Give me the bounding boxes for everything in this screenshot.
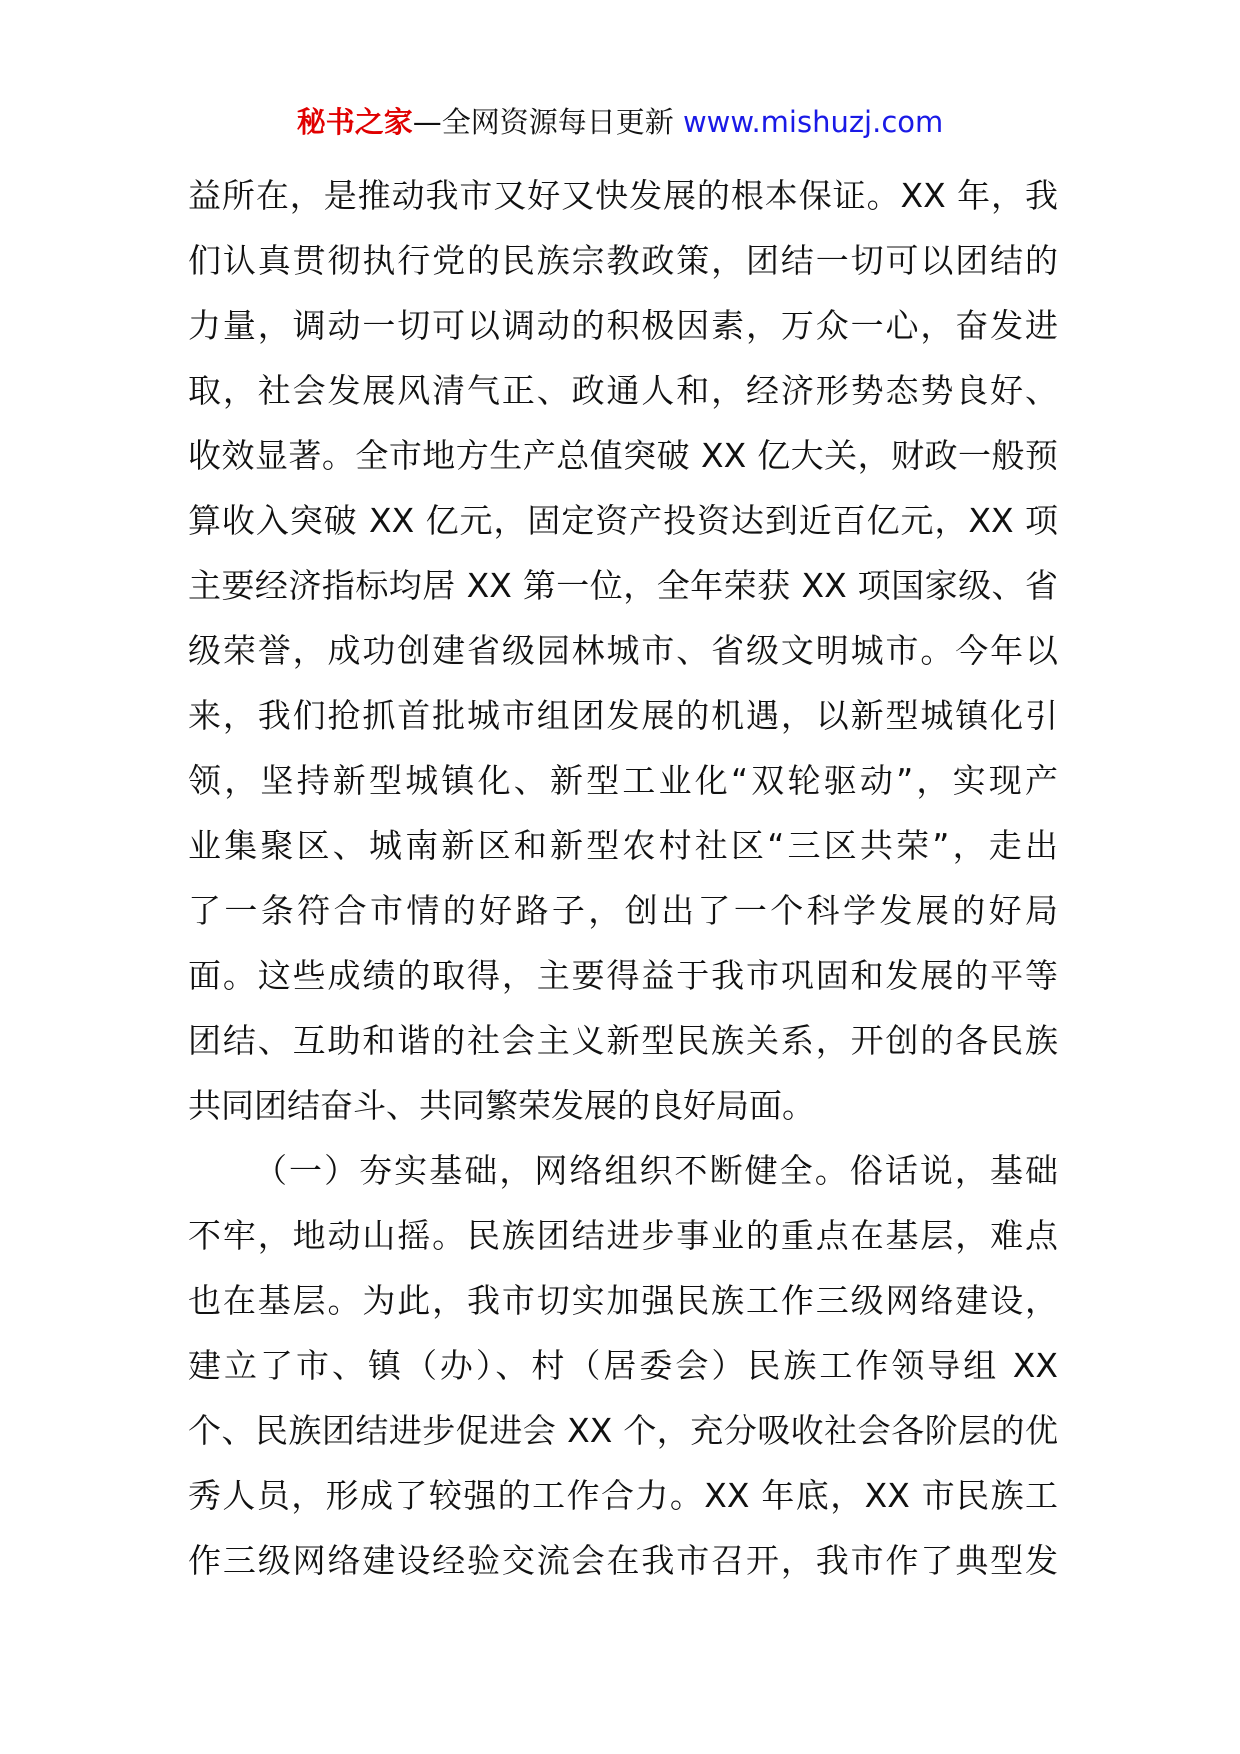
text-line: 秀人员，形成了较强的工作合力。XX 年底，XX 市民族工 — [188, 1476, 1058, 1515]
page-header — [0, 102, 1240, 142]
text-line: 建立了市、镇（办）、村（居委会）民族工作领导组 XX — [188, 1346, 1058, 1385]
header-tagline: —全网资源每日更新 — [412, 105, 674, 139]
text-line: 领，坚持新型城镇化、新型工业化“双轮驱动”，实现产 — [188, 761, 1058, 800]
text-line: 收效显著。全市地方生产总值突破 XX 亿大关，财政一般预 — [188, 436, 1058, 475]
text-line: 个、民族团结进步促进会 XX 个，充分吸收社会各阶层的优 — [188, 1411, 1058, 1450]
text-line: 面。这些成绩的取得，主要得益于我市巩固和发展的平等 — [188, 956, 1058, 995]
paragraph-1 — [188, 163, 1058, 1138]
text-line: 来，我们抢抓首批城市组团发展的机遇，以新型城镇化引 — [188, 696, 1058, 735]
document-body — [188, 163, 1058, 1593]
text-line: 业集聚区、城南新区和新型农村社区“三区共荣”，走出 — [188, 826, 1058, 865]
text-line: 不牢，地动山摇。民族团结进步事业的重点在基层，难点 — [188, 1216, 1058, 1255]
text-line: 作三级网络建设经验交流会在我市召开，我市作了典型发 — [188, 1541, 1058, 1580]
text-line: 益所在，是推动我市又好又快发展的根本保证。XX 年，我 — [188, 176, 1058, 215]
text-line: 级荣誉，成功创建省级园林城市、省级文明城市。今年以 — [188, 631, 1058, 670]
text-line: 共同团结奋斗、共同繁荣发展的良好局面。 — [188, 1086, 815, 1125]
paragraph-2 — [188, 1138, 1058, 1593]
text-line: 主要经济指标均居 XX 第一位，全年荣获 XX 项国家级、省 — [188, 566, 1058, 605]
text-line: 取，社会发展风清气正、政通人和，经济形势态势良好、 — [188, 371, 1058, 410]
text-line: （一）夯实基础，网络组织不断健全。俗话说，基础 — [254, 1151, 1058, 1190]
text-line: 算收入突破 XX 亿元，固定资产投资达到近百亿元，XX 项 — [188, 501, 1058, 540]
header-site-link[interactable]: www.mishuzj.com — [682, 105, 944, 139]
text-line: 力量，调动一切可以调动的积极因素，万众一心，奋发进 — [188, 306, 1058, 345]
text-line: 也在基层。为此，我市切实加强民族工作三级网络建设， — [188, 1281, 1058, 1320]
text-line: 们认真贯彻执行党的民族宗教政策，团结一切可以团结的 — [188, 241, 1058, 280]
header-brand: 秘书之家 — [296, 105, 413, 139]
text-line: 团结、互助和谐的社会主义新型民族关系，开创的各民族 — [188, 1021, 1058, 1060]
text-line: 了一条符合市情的好路子，创出了一个科学发展的好局 — [188, 891, 1058, 930]
